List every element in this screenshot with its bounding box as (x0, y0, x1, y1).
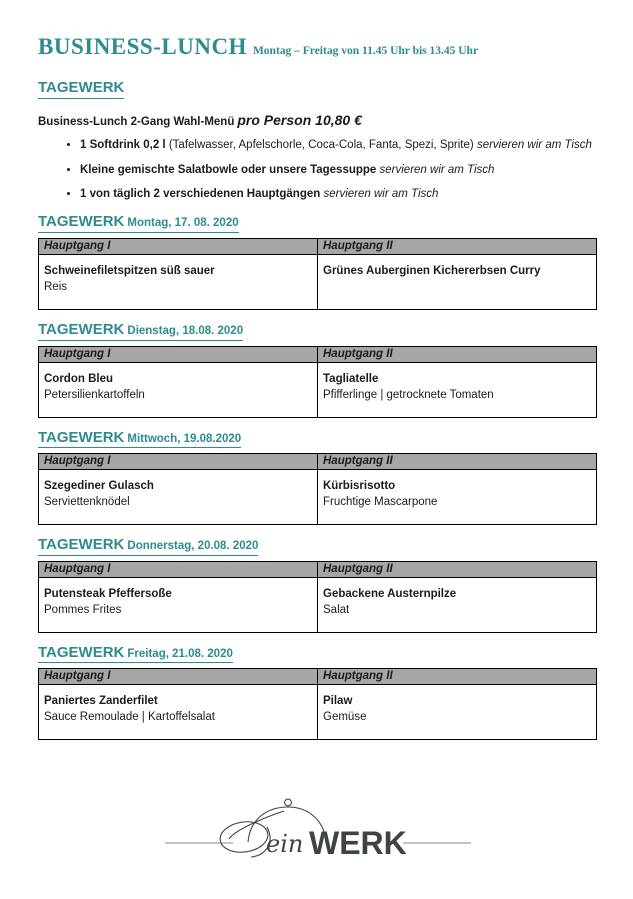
dish-main: Kürbisrisotto (323, 480, 396, 493)
dish-side: Petersilienkartoffeln (44, 388, 145, 401)
document-header (38, 34, 597, 60)
table-header-cell: Hauptgang I (39, 346, 318, 362)
dish-side: Pfifferlinge | getrocknete Tomaten (323, 388, 494, 401)
menu-cell (39, 685, 318, 740)
page-title: BUSINESS-LUNCH (38, 34, 247, 59)
day-heading: TAGEWERK Dienstag, 18.08. 2020 (38, 321, 243, 341)
day-section-mittwoch (38, 429, 597, 526)
menu-cell (39, 577, 318, 632)
table-header-cell: Hauptgang I (39, 561, 318, 577)
page-subtitle: Montag – Freitag von 11.45 Uhr bis 13.45 Uhr (252, 45, 479, 57)
day-section-montag (38, 213, 597, 310)
day-date: Freitag, 21.08. 2020 (127, 647, 233, 660)
dish-side: Reis (44, 281, 68, 293)
day-heading: TAGEWERK Montag, 17. 08. 2020 (38, 213, 239, 233)
logo-graphic (163, 794, 473, 874)
menu-cell (318, 685, 597, 740)
menu-cell (318, 255, 597, 310)
dish-main: Pilaw (323, 695, 353, 708)
dish-main: Szegediner Gulasch (44, 480, 154, 493)
intro-price: pro Person 10,80 € (237, 111, 362, 128)
dish-side: Fruchtige Mascarpone (323, 496, 438, 509)
day-date: Mittwoch, 19.08.2020 (127, 432, 242, 445)
day-date: Montag, 17. 08. 2020 (127, 217, 239, 230)
tagewerk-heading: TAGEWERK (38, 79, 124, 99)
day-heading: TAGEWERK Donnerstag, 20.08. 2020 (38, 536, 258, 556)
menu-table (38, 346, 597, 418)
table-header-cell: Hauptgang I (39, 454, 318, 470)
logo-script-text: ein (265, 830, 303, 859)
footer-logo (38, 794, 597, 874)
menu-table (38, 668, 597, 740)
menu-table (38, 561, 597, 633)
menu-table (38, 238, 597, 310)
table-header-cell: Hauptgang II (318, 669, 597, 685)
menu-cell (318, 362, 597, 417)
dish-side: Gemüse (323, 711, 367, 724)
table-header-cell: Hauptgang II (318, 346, 597, 362)
table-header-cell: Hauptgang II (318, 561, 597, 577)
dish-main: Cordon Bleu (44, 372, 113, 385)
bullet-item: • Kleine gemischte Salatbowle oder unsere Tagessuppe servieren wir am Tisch (80, 163, 597, 178)
dish-main: Paniertes Zanderfilet (44, 695, 158, 708)
table-header-cell: Hauptgang I (39, 669, 318, 685)
menu-table (38, 453, 597, 525)
dish-side: Serviettenknödel (44, 496, 130, 509)
menu-cell (39, 470, 318, 525)
day-section-freitag (38, 644, 597, 741)
dish-main: Tagliatelle (323, 372, 379, 385)
logo-wordmark: WERK (308, 825, 407, 862)
day-date: Dienstag, 18.08. 2020 (127, 325, 244, 337)
table-header-cell: Hauptgang II (318, 239, 597, 255)
dish-main: Schweinefiletspitzen süß sauer (44, 265, 215, 277)
bullet-list (38, 138, 597, 203)
day-section-donnerstag (38, 536, 597, 633)
dish-side: Sauce Remoulade | Kartoffelsalat (44, 711, 215, 724)
day-heading: TAGEWERK Freitag, 21.08. 2020 (38, 644, 233, 664)
table-header-cell: Hauptgang I (39, 239, 318, 255)
dish-side: Salat (323, 603, 350, 616)
day-heading: TAGEWERK Mittwoch, 19.08.2020 (38, 429, 241, 449)
bullet-item: • 1 Softdrink 0,2 l (Tafelwasser, Apfelschorle, Coca-Cola, Fanta, Spezi, Sprite) servieren wir am Tisch (80, 138, 597, 153)
bullet-item: • 1 von täglich 2 verschiedenen Hauptgängen servieren wir am Tisch (80, 187, 597, 202)
menu-cell (39, 255, 318, 310)
dish-side: Pommes Frites (44, 603, 122, 616)
tagewerk-section (38, 79, 597, 99)
dish-main: Grünes Auberginen Kichererbsen Curry (323, 265, 541, 277)
menu-cell (39, 362, 318, 417)
intro-lead: Business-Lunch 2-Gang Wahl-Menü (38, 115, 235, 128)
day-section-dienstag (38, 321, 597, 418)
dish-main: Gebackene Austernpilze (323, 587, 457, 600)
intro-line (38, 112, 597, 128)
table-header-cell: Hauptgang II (318, 454, 597, 470)
day-date: Donnerstag, 20.08. 2020 (127, 540, 259, 553)
dish-main: Putensteak Pfeffersoße (44, 587, 172, 600)
menu-cell (318, 470, 597, 525)
menu-cell (318, 577, 597, 632)
